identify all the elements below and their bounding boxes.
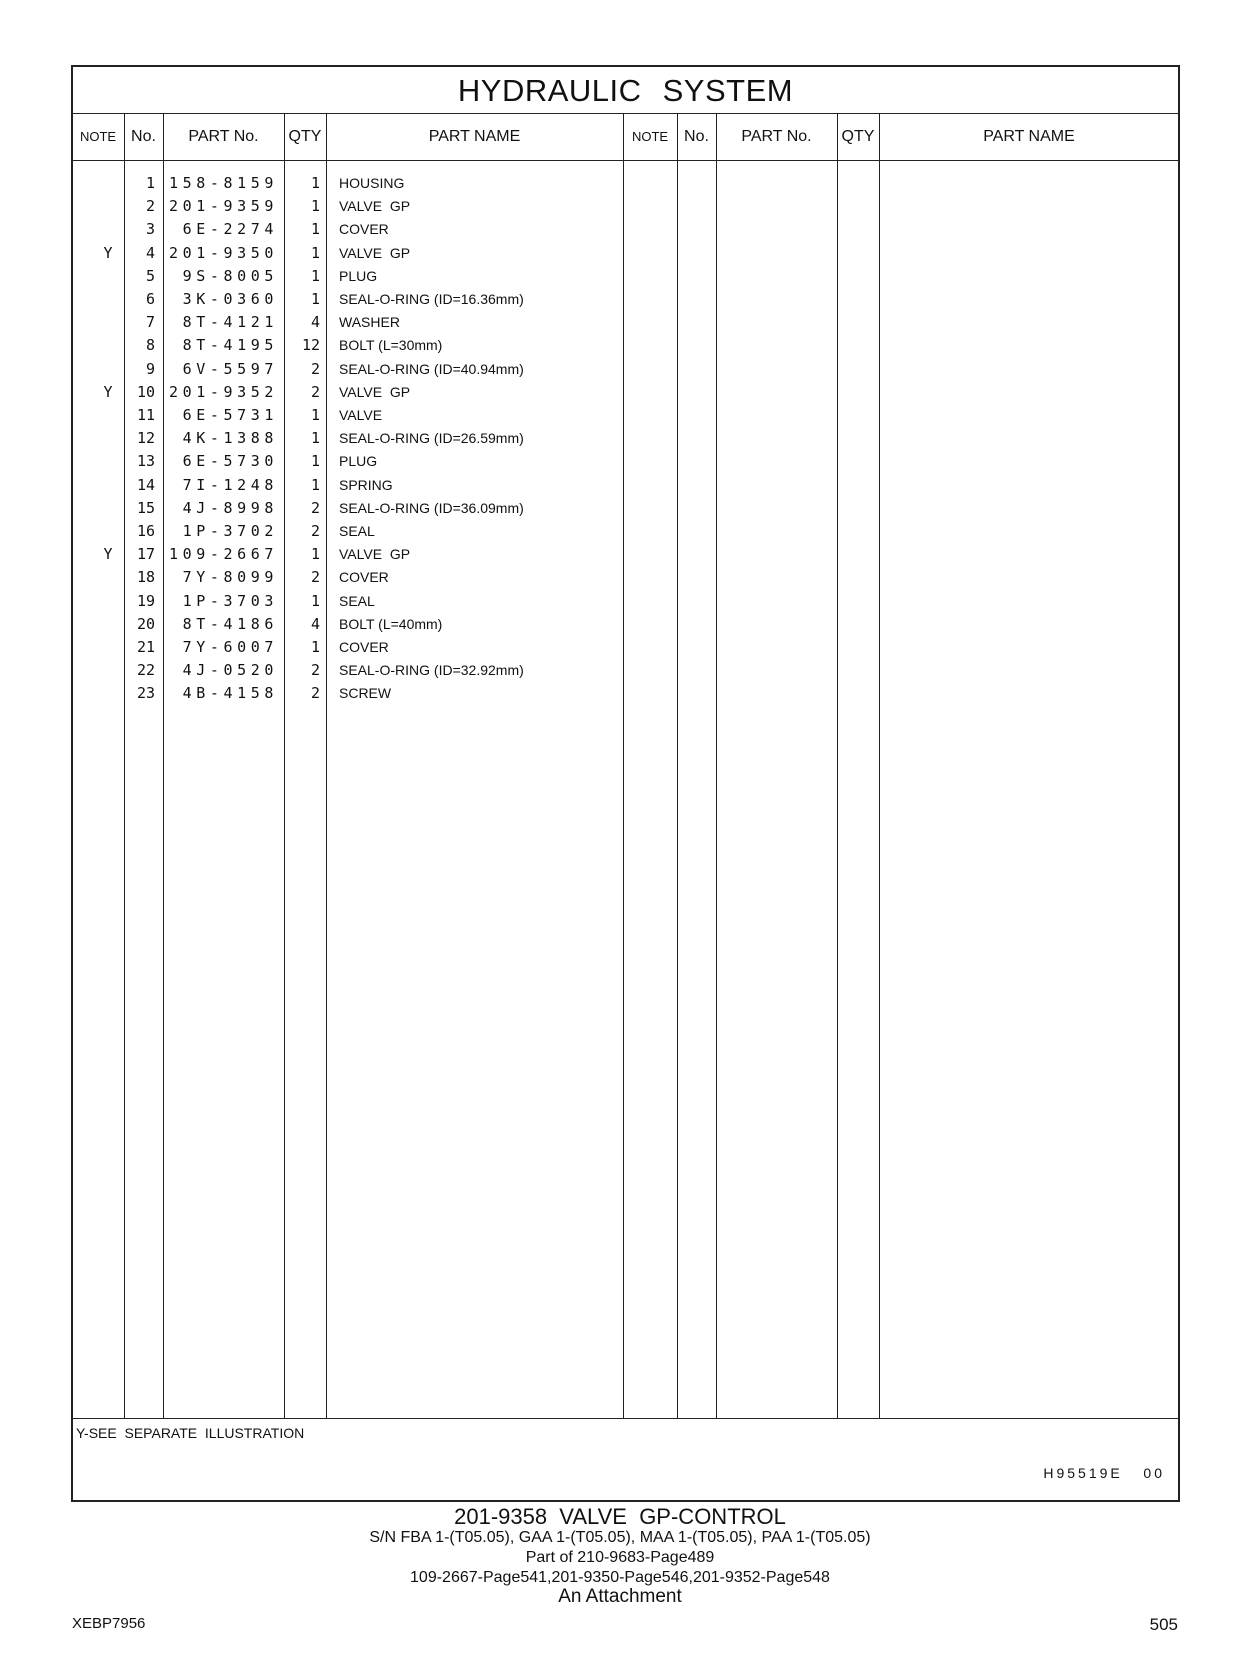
row-part-name: VALVE GP	[339, 383, 411, 400]
table-row	[0, 404, 1240, 427]
table-row	[0, 497, 1240, 520]
table-row	[0, 265, 1240, 288]
row-part-name: SEAL-O-RING (ID=40.94mm)	[339, 360, 524, 377]
row-part-name: SEAL-O-RING (ID=36.09mm)	[339, 499, 524, 516]
row-part-name: COVER	[339, 569, 389, 586]
row-number: 10	[136, 382, 155, 401]
row-quantity: 1	[310, 243, 320, 262]
table-row	[0, 636, 1240, 659]
row-part-number: 8T-4121	[182, 313, 278, 332]
row-part-number: 4K-1388	[182, 429, 278, 448]
row-number: 17	[136, 545, 155, 564]
row-number: 19	[136, 591, 155, 610]
header-no: No.	[131, 128, 156, 145]
table-row	[0, 474, 1240, 497]
row-quantity: 1	[310, 545, 320, 564]
table-row	[0, 590, 1240, 613]
row-part-name: COVER	[339, 639, 389, 655]
row-number: 16	[136, 522, 155, 540]
row-note: Y	[103, 382, 113, 401]
row-part-number: 201-9352	[168, 382, 278, 401]
table-row	[0, 520, 1240, 543]
row-number: 23	[136, 684, 155, 703]
row-part-number: 7I-1248	[182, 475, 278, 494]
table-row	[0, 358, 1240, 381]
row-number: 2	[145, 197, 155, 216]
row-number: 6	[145, 290, 155, 308]
row-quantity: 1	[310, 266, 320, 285]
table-row	[0, 172, 1240, 195]
row-number: 3	[145, 220, 155, 239]
row-part-number: 4B-4158	[182, 684, 278, 703]
row-quantity: 1	[310, 591, 320, 610]
header-qty: QTY	[841, 128, 875, 145]
row-number: 13	[136, 452, 155, 471]
row-quantity: 4	[310, 313, 320, 332]
row-number: 15	[136, 498, 155, 517]
row-part-number: 109-2667	[168, 545, 278, 564]
footnote: Y-SEE SEPARATE ILLUSTRATION	[76, 1425, 305, 1441]
row-quantity: 2	[310, 661, 320, 680]
header-part-no: PART No.	[188, 128, 259, 145]
row-number: 11	[136, 406, 155, 424]
row-part-name: SEAL-O-RING (ID=26.59mm)	[339, 430, 524, 447]
row-quantity: 1	[310, 452, 320, 471]
row-part-number: 201-9359	[168, 197, 278, 216]
row-quantity: 2	[310, 359, 320, 378]
row-part-number: 4J-0520	[182, 661, 278, 680]
row-part-name: SCREW	[339, 685, 392, 702]
row-part-number: 158-8159	[168, 174, 278, 192]
row-quantity: 1	[310, 406, 320, 424]
row-note: Y	[103, 545, 113, 564]
row-part-number: 8T-4195	[182, 336, 278, 355]
row-quantity: 2	[310, 684, 320, 703]
row-part-name: PLUG	[339, 453, 378, 470]
row-quantity: 4	[310, 614, 320, 633]
row-number: 8	[145, 336, 155, 355]
table-row	[0, 659, 1240, 682]
illustration-code: H95519E 00	[1043, 1465, 1165, 1481]
row-part-number: 8T-4186	[182, 614, 278, 633]
row-quantity: 1	[310, 220, 320, 239]
row-note: Y	[103, 243, 113, 262]
row-quantity: 1	[310, 290, 320, 308]
row-number: 5	[145, 266, 155, 285]
document-id: XEBP7956	[72, 1615, 146, 1632]
row-part-number: 9S-8005	[182, 266, 278, 285]
row-number: 4	[145, 243, 155, 262]
section-title: HYDRAULIC SYSTEM	[457, 73, 794, 108]
attachment-label: An Attachment	[558, 1586, 682, 1607]
table-row	[0, 381, 1240, 404]
row-part-number: 6E-2274	[182, 220, 278, 239]
serial-numbers: S/N FBA 1-(T05.05), GAA 1-(T05.05), MAA 1-(T05.05), PAA 1-(T05.05)	[369, 1529, 871, 1546]
table-row	[0, 334, 1240, 357]
row-part-number: 6E-5731	[182, 406, 278, 424]
header-note: NOTE	[631, 129, 669, 144]
row-quantity: 1	[310, 475, 320, 494]
row-part-name: VALVE GP	[339, 198, 411, 215]
row-part-number: 6V-5597	[182, 359, 278, 378]
row-number: 22	[136, 661, 155, 680]
row-part-name: SEAL	[339, 592, 375, 609]
header-note: NOTE	[79, 129, 117, 144]
part-of: Part of 210-9683-Page489	[525, 1549, 715, 1566]
row-part-name: SEAL	[339, 523, 375, 539]
row-quantity: 2	[310, 498, 320, 517]
row-part-name: SEAL-O-RING (ID=32.92mm)	[339, 662, 524, 679]
row-part-name: VALVE GP	[339, 244, 411, 261]
divider	[71, 1418, 1180, 1419]
table-row	[0, 543, 1240, 566]
row-part-number: 7Y-6007	[182, 638, 278, 656]
page-number: 505	[1149, 1615, 1178, 1634]
row-part-number: 1P-3702	[182, 522, 278, 540]
row-quantity: 12	[301, 336, 320, 355]
header-part-no: PART No.	[741, 128, 812, 145]
table-row	[0, 427, 1240, 450]
page-references: 109-2667-Page541,201-9350-Page546,201-9352-Page548	[410, 1569, 830, 1586]
row-part-name: WASHER	[339, 314, 400, 331]
table-row	[0, 613, 1240, 636]
row-number: 7	[145, 313, 155, 332]
table-row	[0, 195, 1240, 218]
row-quantity: 1	[310, 174, 320, 192]
header-qty: QTY	[288, 128, 322, 145]
row-part-name: HOUSING	[339, 175, 405, 191]
row-part-number: 201-9350	[168, 243, 278, 262]
row-part-name: VALVE	[339, 407, 383, 423]
row-part-name: SEAL-O-RING (ID=16.36mm)	[339, 291, 524, 307]
row-quantity: 2	[310, 522, 320, 540]
row-number: 18	[136, 568, 155, 587]
row-part-name: SPRING	[339, 476, 393, 493]
row-number: 20	[136, 614, 155, 633]
row-number: 14	[136, 475, 155, 494]
table-row	[0, 311, 1240, 334]
table-row	[0, 218, 1240, 241]
row-quantity: 1	[310, 638, 320, 656]
row-number: 9	[145, 359, 155, 378]
row-part-number: 7Y-8099	[182, 568, 278, 587]
table-row	[0, 450, 1240, 473]
row-quantity: 1	[310, 197, 320, 216]
row-part-number: 4J-8998	[182, 498, 278, 517]
row-quantity: 2	[310, 568, 320, 587]
row-part-name: PLUG	[339, 267, 378, 284]
row-part-number: 6E-5730	[182, 452, 278, 471]
row-part-name: BOLT (L=30mm)	[339, 337, 443, 354]
header-no: No.	[684, 128, 709, 145]
row-part-name: BOLT (L=40mm)	[339, 615, 443, 632]
divider	[71, 160, 1180, 161]
row-part-name: VALVE GP	[339, 546, 411, 563]
table-row	[0, 682, 1240, 705]
row-number: 12	[136, 429, 155, 448]
row-quantity: 1	[310, 429, 320, 448]
row-part-name: COVER	[339, 221, 389, 238]
table-row	[0, 288, 1240, 311]
group-title: 201-9358 VALVE GP-CONTROL	[454, 1504, 786, 1529]
row-part-number: 3K-0360	[182, 290, 278, 308]
header-part-name: PART NAME	[983, 128, 1075, 145]
table-row	[0, 242, 1240, 265]
row-number: 21	[136, 638, 155, 656]
table-row	[0, 566, 1240, 589]
header-part-name: PART NAME	[428, 128, 521, 145]
row-quantity: 2	[310, 382, 320, 401]
row-number: 1	[145, 174, 155, 192]
row-part-number: 1P-3703	[182, 591, 278, 610]
